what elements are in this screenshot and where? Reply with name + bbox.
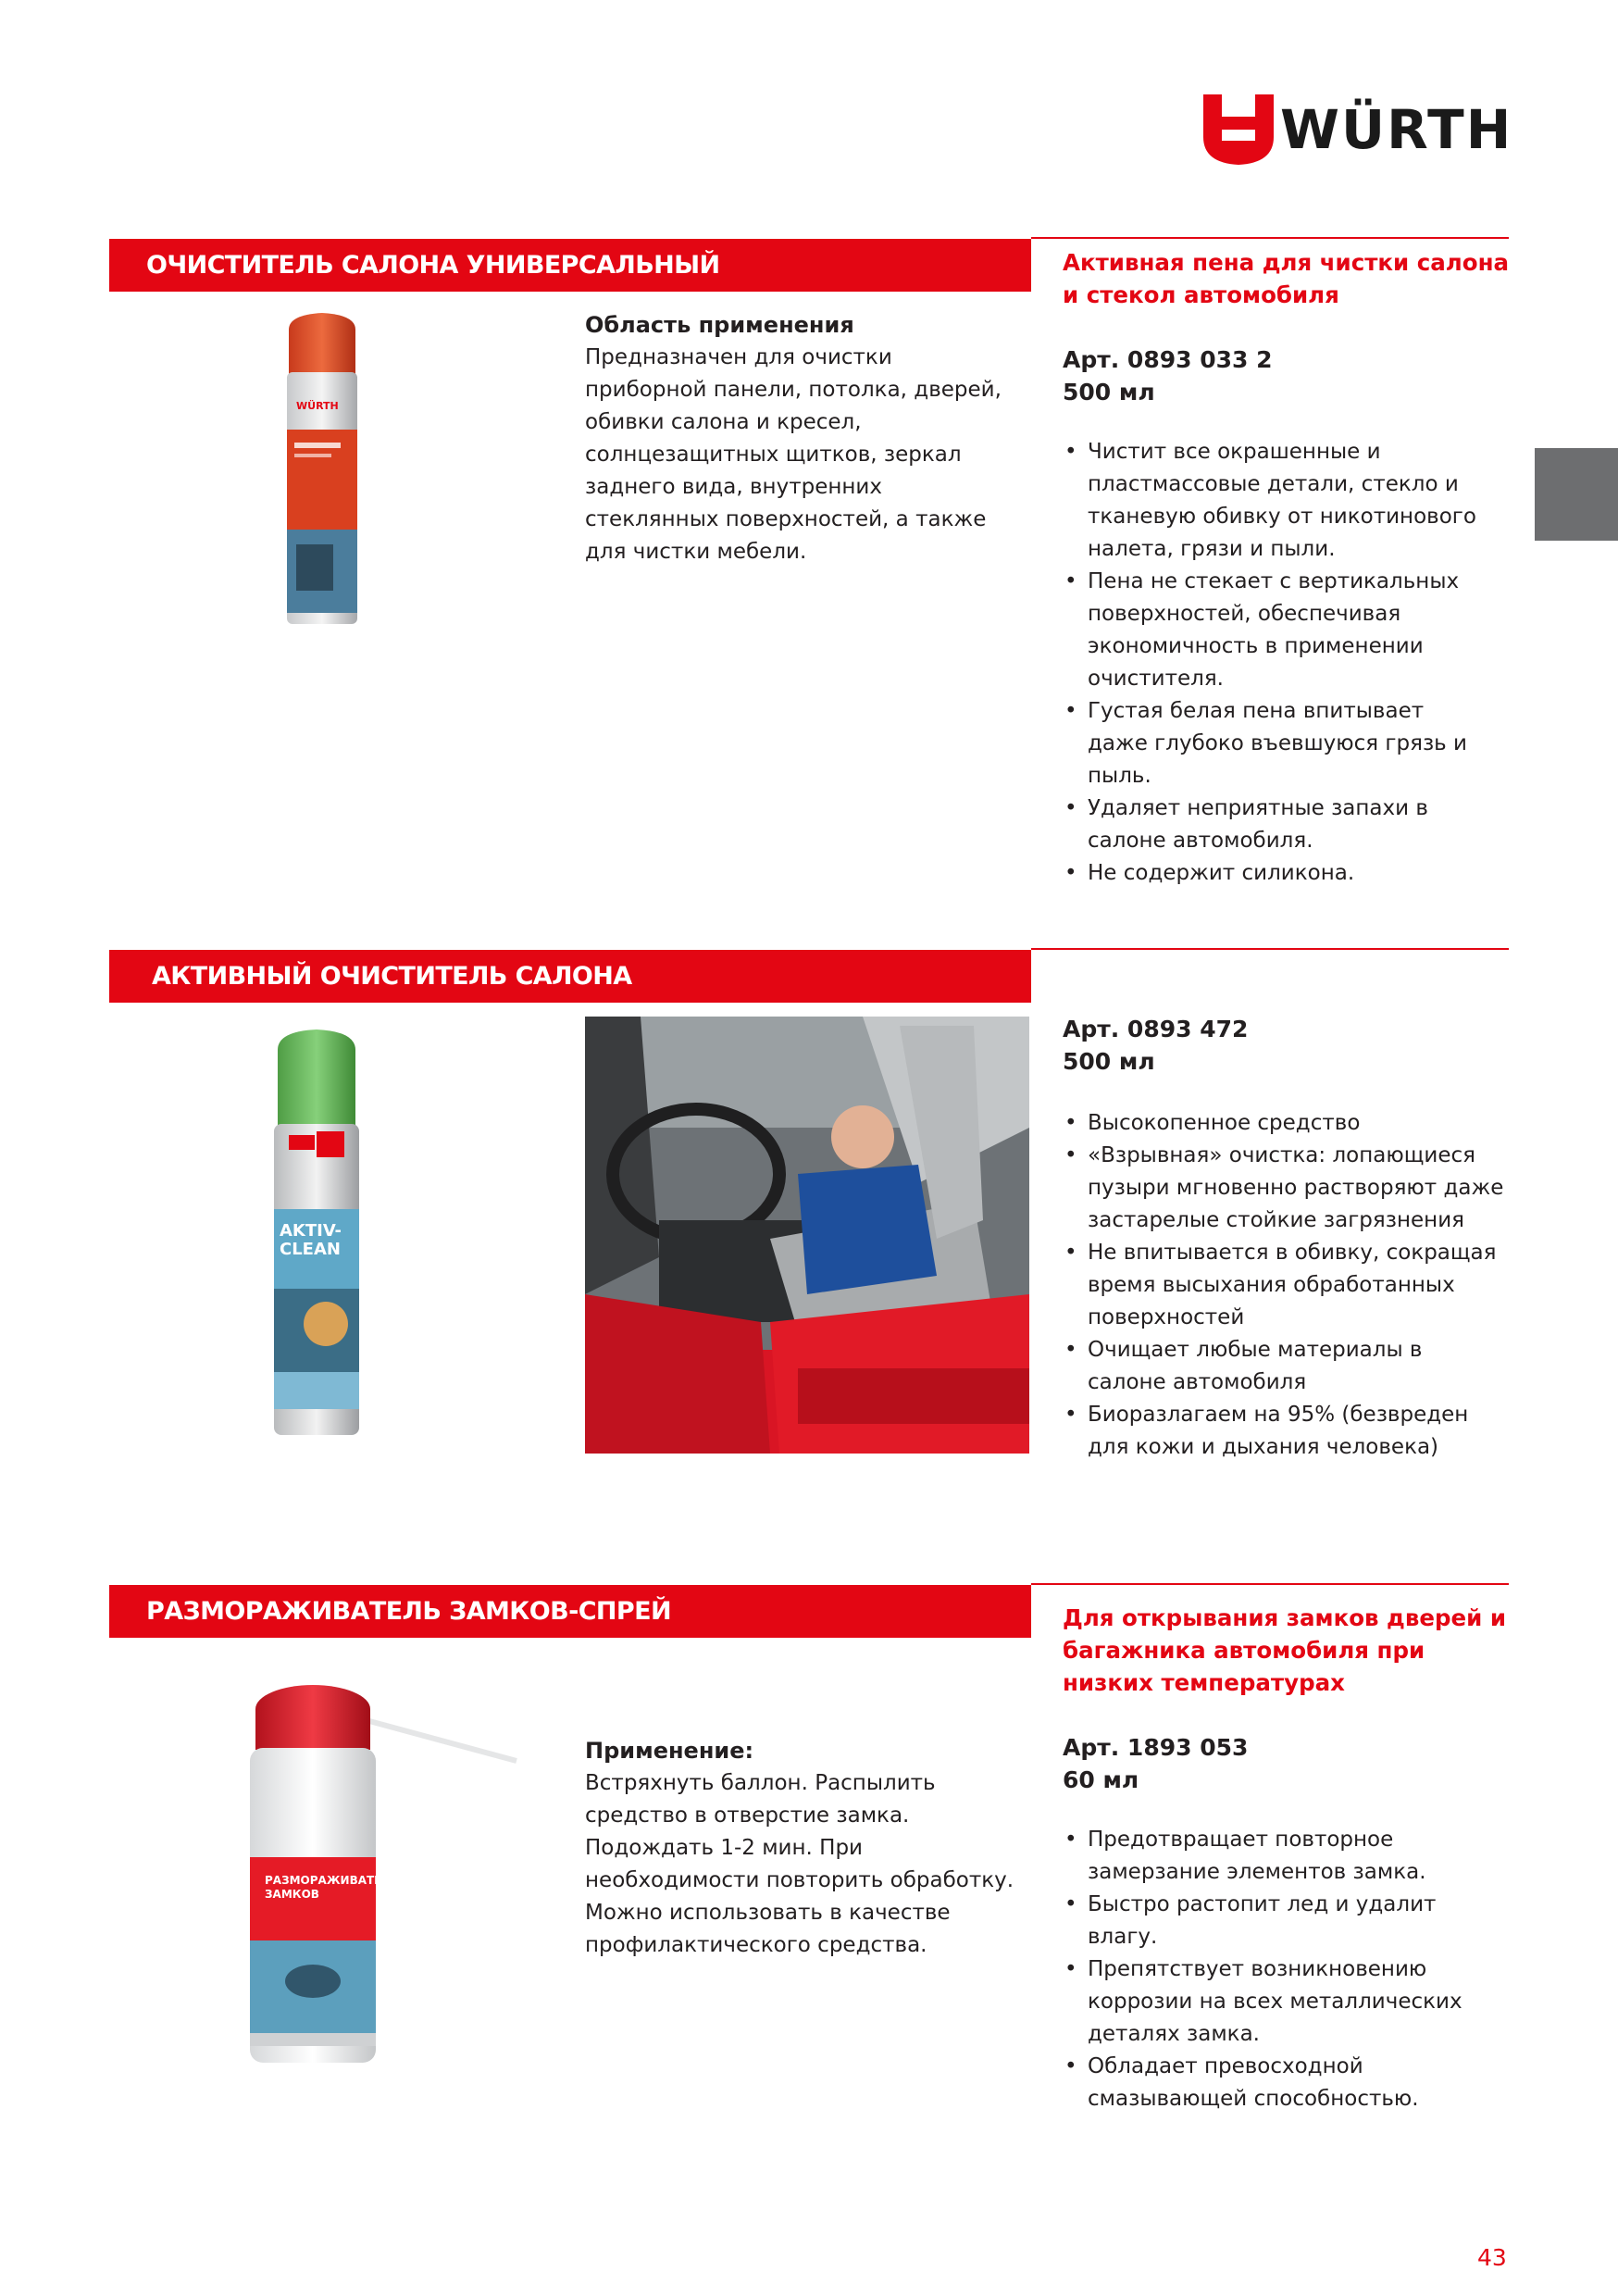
chapter-tab [1535,448,1618,541]
section-3-title: РАЗМОРАЖИВАТЕЛЬ ЗАМКОВ-СПРЕЙ [146,1597,671,1626]
section-1-usage [585,309,1020,568]
volume: 60 мл [1063,1766,1139,1793]
product-image-active-cleaner [261,1028,372,1448]
feature-item: • Чистит все окрашенные и пластмассовые детали, стекло и тканевую обивку от никотинового налета, грязи и пыли. [1063,436,1488,566]
feature-item: • Очищает любые материалы в салоне автомобиля [1063,1334,1507,1399]
feature-item: • Препятствует возникновению коррозии на всех металлических деталях замка. [1063,1953,1498,2051]
volume: 500 мл [1063,379,1155,406]
section-3-usage [585,1735,1020,1962]
section-1-details [1063,246,1516,890]
section-1-title-bar [109,239,1031,292]
section-1-title: ОЧИСТИТЕЛЬ САЛОНА УНИВЕРСАЛЬНЫЙ [146,251,720,280]
can-label: WÜRTH [296,400,339,412]
feature-item: • Пена не стекает с вертикальных поверхностей, обеспечивая экономичность в применении очистителя. [1063,566,1488,695]
product-image-interior-cleaner [276,311,368,639]
feature-item: • Не впитывается в обивку, сокращая время высыхания обработанных поверхностей [1063,1237,1507,1334]
usage-text: Встряхнуть баллон. Распылить средство в отверстие замка. Подождать 1-2 мин. При необходимости повторить обработку. Можно использовать в качестве профилактического средства. [585,1771,1014,1957]
feature-item: • Удаляет неприятные запахи в салоне автомобиля. [1063,792,1488,857]
feature-item: • Обладает превосходной смазывающей способностью. [1063,2051,1498,2115]
section-2-title-bar [109,950,1031,1003]
section-2-rule [1031,948,1509,950]
usage-photo [585,1017,1029,1454]
volume: 500 мл [1063,1048,1155,1075]
can-label: РАЗМОРАЖИВАТЕЛЬ ЗАМКОВ [265,1874,400,1901]
feature-list [1063,1107,1507,1464]
wurth-logo [1201,93,1513,167]
feature-item: • Предотвращает повторное замерзание элементов замка. [1063,1824,1498,1889]
section-3-details [1063,1602,1516,2115]
section-3-title-bar [109,1585,1031,1638]
article-number: Арт. 0893 472 [1063,1016,1249,1042]
feature-item: • Высокопенное средство [1063,1107,1507,1140]
feature-item: • «Взрывная» очистка: лопающиеся пузыри мгновенно растворяют даже застарелые стойкие загрязнения [1063,1140,1507,1237]
usage-heading: Область применения [585,312,854,338]
wurth-logo-mark [1201,93,1276,167]
usage-heading: Применение: [585,1738,754,1764]
section-1-rule [1031,237,1509,239]
section-3-rule [1031,1583,1509,1585]
article-number: Арт. 0893 033 2 [1063,346,1273,373]
page-number: 43 [1477,2244,1507,2271]
section-2-details [1063,1013,1516,1464]
feature-list [1063,436,1488,890]
can-label: AKTIV-CLEAN [280,1221,342,1259]
article-number: Арт. 1893 053 [1063,1734,1249,1761]
feature-item: • Густая белая пена впитывает даже глубоко въевшуюся грязь и пыль. [1063,695,1488,792]
usage-text: Предназначен для очистки приборной панели, потолка, дверей, обивки салона и кресел, солнцезащитных щитков, зеркал заднего вида, внутренних стеклянных поверхностей, а также для чистки мебели. [585,345,1002,564]
wurth-logo-word: WÜRTH [1280,98,1513,161]
section-2-title: АКТИВНЫЙ ОЧИСТИТЕЛЬ САЛОНА [152,962,632,991]
product-image-lock-deicer [239,1672,535,2083]
feature-list [1063,1824,1498,2115]
feature-item: • Быстро растопит лед и удалит влагу. [1063,1889,1498,1953]
feature-item: • Не содержит силикона. [1063,857,1488,890]
section-1-subtitle: Активная пена для чистки салона и стекол автомобиля [1063,249,1510,308]
section-3-subtitle: Для открывания замков дверей и багажника автомобиля при низких температурах [1063,1604,1506,1696]
feature-item: • Биоразлагаем на 95% (безвреден для кожи и дыхания человека) [1063,1399,1507,1464]
